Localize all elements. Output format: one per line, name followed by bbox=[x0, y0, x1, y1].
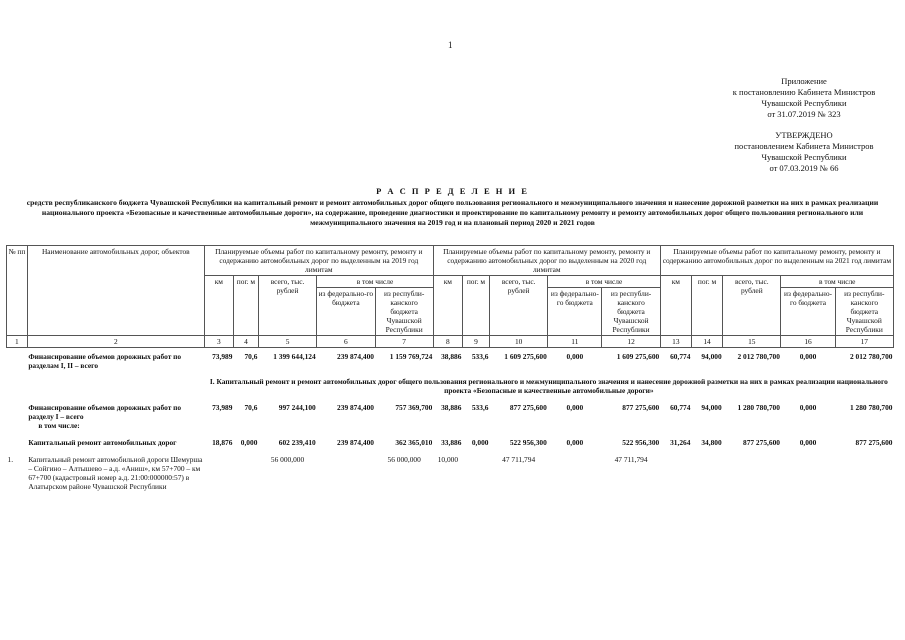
header-total: всего, тыс. рублей bbox=[258, 276, 316, 336]
cell: 0,000 bbox=[471, 438, 489, 447]
header-2020: Планируемые объемы работ по капитальному ремонту, ремонту и содержанию автомобильных дорог по выделенным на 2020 год лимитам bbox=[433, 246, 660, 276]
cell: 877 275,600 bbox=[509, 403, 547, 412]
cell: 18,876 bbox=[212, 438, 233, 447]
cell: 362 365,010 bbox=[395, 438, 433, 447]
cell: 1 159 769,724 bbox=[389, 352, 433, 361]
approved-line: УТВЕРЖДЕНО bbox=[775, 130, 833, 140]
header-km: км bbox=[433, 276, 462, 336]
cell bbox=[204, 451, 233, 495]
header-incl: в том числе bbox=[548, 276, 660, 288]
table-row bbox=[7, 348, 894, 375]
appendix-line: Приложение bbox=[781, 76, 827, 86]
header-incl: в том числе bbox=[317, 276, 434, 288]
cell bbox=[317, 451, 375, 495]
column-number-row bbox=[7, 336, 894, 348]
cell: 877 275,600 bbox=[743, 438, 780, 447]
header-fed: из федерально-го бюджета bbox=[317, 288, 375, 336]
cell: 533,6 bbox=[471, 352, 489, 361]
header-pm: пог. м bbox=[691, 276, 722, 336]
row-number: 1. bbox=[7, 455, 14, 464]
cell: 70,6 bbox=[244, 403, 258, 412]
document-title: Р А С П Р Е Д Е Л Е Н И Е bbox=[376, 186, 529, 196]
col-number: 16 bbox=[781, 336, 835, 348]
cell: 73,989 bbox=[212, 403, 233, 412]
cell bbox=[462, 451, 489, 495]
header-pm: пог. м bbox=[462, 276, 489, 336]
cell: 0,000 bbox=[566, 403, 584, 412]
section-title: I. Капитальный ремонт и ремонт автомобильных дорог общего пользования регионального и межмуниципального значения и нанесение дорожной разметки на них в рамках реализации национального проекта «Безопасные и качественные автомобильные дороги» bbox=[209, 377, 888, 395]
cell bbox=[835, 451, 893, 495]
cell: 0,000 bbox=[799, 403, 817, 412]
header-fed: из федерально-го бюджета bbox=[548, 288, 602, 336]
cell: 0,000 bbox=[240, 438, 258, 447]
cell bbox=[233, 451, 258, 495]
cell: 56 000,000 bbox=[387, 455, 421, 464]
header-rep: из республи-канского бюджета Чувашской Республики bbox=[835, 288, 893, 336]
cell: 60,774 bbox=[670, 403, 691, 412]
cell: 47 711,794 bbox=[502, 455, 536, 464]
header-2019: Планируемые объемы работ по капитальному ремонту, ремонту и содержанию автомобильных дорог по выделенным на 2019 год лимитам bbox=[204, 246, 433, 276]
row-name: Капитальный ремонт автомобильной дороги Шемурша – Сойгино – Алтышево – а.д. «Аниш», км 57+700 – км 67+700 (кадастровый номер а.д. 21:00:000000:57) в Алатырском районе Чувашской Республики bbox=[28, 455, 203, 491]
approved-line: от 07.03.2019 № 66 bbox=[769, 163, 839, 173]
table-row bbox=[7, 399, 894, 434]
cell: 10,000 bbox=[437, 455, 459, 464]
approved-block bbox=[724, 130, 884, 174]
cell: 522 956,300 bbox=[622, 438, 660, 447]
cell: 56 000,000 bbox=[270, 455, 305, 464]
cell: 877 275,600 bbox=[622, 403, 660, 412]
col-number: 3 bbox=[204, 336, 233, 348]
cell: 2 012 780,700 bbox=[850, 352, 893, 361]
col-number: 15 bbox=[723, 336, 781, 348]
appendix-block bbox=[724, 76, 884, 120]
header-rep: из республи-канского бюджета Чувашской Республики bbox=[375, 288, 433, 336]
table-row bbox=[7, 434, 894, 451]
header-total: всего, тыс. рублей bbox=[490, 276, 548, 336]
cell bbox=[548, 451, 602, 495]
cell: 1 280 780,700 bbox=[850, 403, 893, 412]
cell: 997 244,100 bbox=[278, 403, 316, 412]
cell: 757 369,700 bbox=[395, 403, 433, 412]
cell bbox=[781, 451, 835, 495]
header-row bbox=[7, 246, 894, 276]
col-number: 4 bbox=[233, 336, 258, 348]
cell bbox=[660, 451, 691, 495]
col-number: 17 bbox=[835, 336, 893, 348]
cell: 94,000 bbox=[701, 403, 722, 412]
header-rep: из республи-канского бюджета Чувашской Республики bbox=[602, 288, 660, 336]
cell: 38,886 bbox=[441, 352, 462, 361]
distribution-table bbox=[6, 245, 894, 495]
cell: 60,774 bbox=[670, 352, 691, 361]
col-number: 7 bbox=[375, 336, 433, 348]
appendix-line: к постановлению Кабинета Министров bbox=[732, 87, 876, 97]
header-km: км bbox=[660, 276, 691, 336]
col-number: 9 bbox=[462, 336, 489, 348]
row-name: Капитальный ремонт автомобильных дорог bbox=[28, 438, 177, 447]
document-subtitle: средств республиканского бюджета Чувашской Республики на капитальный ремонт и ремонт автомобильных дорог общего пользования регионального и межмуниципального значения и нанесение дорожной разметки на них в рамках реализации национального проекта «Безопасные и качественные автомобильные дороги», на содержание, проведение диагностики и проектирование по капитальному ремонту и ремонту автомобильных дорог общего пользования регионального или межмуниципального значения на 2019 год и на плановый период 2020 и 2021 годов bbox=[26, 198, 879, 227]
cell: 34,800 bbox=[701, 438, 722, 447]
cell: 602 239,410 bbox=[278, 438, 316, 447]
cell: 1 399 644,124 bbox=[273, 352, 316, 361]
cell: 94,000 bbox=[701, 352, 722, 361]
section-row bbox=[7, 374, 894, 399]
col-number: 5 bbox=[258, 336, 316, 348]
cell: 239 874,400 bbox=[337, 403, 374, 412]
col-number: 10 bbox=[490, 336, 548, 348]
col-number: 2 bbox=[27, 336, 204, 348]
cell: 73,989 bbox=[212, 352, 233, 361]
cell: 31,264 bbox=[670, 438, 691, 447]
row-name: Финансирование объемов дорожных работ по разделам I, II – всего bbox=[28, 352, 182, 370]
cell: 533,6 bbox=[471, 403, 489, 412]
cell bbox=[723, 451, 781, 495]
cell: 0,000 bbox=[799, 352, 817, 361]
cell: 33,886 bbox=[441, 438, 462, 447]
row-incl-text: в том числе: bbox=[38, 421, 80, 430]
cell: 2 012 780,700 bbox=[737, 352, 780, 361]
header-total: всего, тыс. рублей bbox=[723, 276, 781, 336]
header-fed: из федерально-го бюджета bbox=[781, 288, 835, 336]
cell: 1 609 275,600 bbox=[616, 352, 660, 361]
col-number: 14 bbox=[691, 336, 722, 348]
row-name bbox=[27, 399, 204, 434]
cell: 47 711,794 bbox=[614, 455, 648, 464]
cell bbox=[691, 451, 722, 495]
col-number: 6 bbox=[317, 336, 375, 348]
col-number: 8 bbox=[433, 336, 462, 348]
cell: 0,000 bbox=[566, 352, 584, 361]
cell: 877 275,600 bbox=[855, 438, 893, 447]
header-pm: пог. м bbox=[233, 276, 258, 336]
col-number: 1 bbox=[7, 336, 28, 348]
approved-line: Чувашской Республики bbox=[761, 152, 847, 162]
cell: 239 874,400 bbox=[337, 352, 374, 361]
appendix-line: Чувашской Республики bbox=[761, 98, 847, 108]
cell: 0,000 bbox=[799, 438, 817, 447]
col-number: 12 bbox=[602, 336, 660, 348]
header-2021: Планируемые объемы работ по капитальному ремонту, ремонту и содержанию автомобильных дорог по выделенным на 2021 год лимитам bbox=[660, 246, 893, 276]
page-number: 1 bbox=[448, 40, 453, 50]
cell: 0,000 bbox=[566, 438, 584, 447]
table-row bbox=[7, 451, 894, 495]
row-name-text: Финансирование объемов дорожных работ по разделу I – всего bbox=[28, 403, 182, 421]
header-name: Наименование автомобильных дорог, объектов bbox=[27, 246, 204, 336]
appendix-line: от 31.07.2019 № 323 bbox=[767, 109, 841, 119]
cell: 1 609 275,600 bbox=[504, 352, 547, 361]
cell: 522 956,300 bbox=[509, 438, 547, 447]
header-km: км bbox=[204, 276, 233, 336]
header-incl: в том числе bbox=[781, 276, 894, 288]
cell: 70,6 bbox=[244, 352, 258, 361]
cell: 38,886 bbox=[441, 403, 462, 412]
cell: 239 874,400 bbox=[337, 438, 374, 447]
approved-line: постановлением Кабинета Министров bbox=[734, 141, 874, 151]
header-num: № пп bbox=[7, 246, 28, 336]
col-number: 11 bbox=[548, 336, 602, 348]
col-number: 13 bbox=[660, 336, 691, 348]
cell: 1 280 780,700 bbox=[737, 403, 780, 412]
